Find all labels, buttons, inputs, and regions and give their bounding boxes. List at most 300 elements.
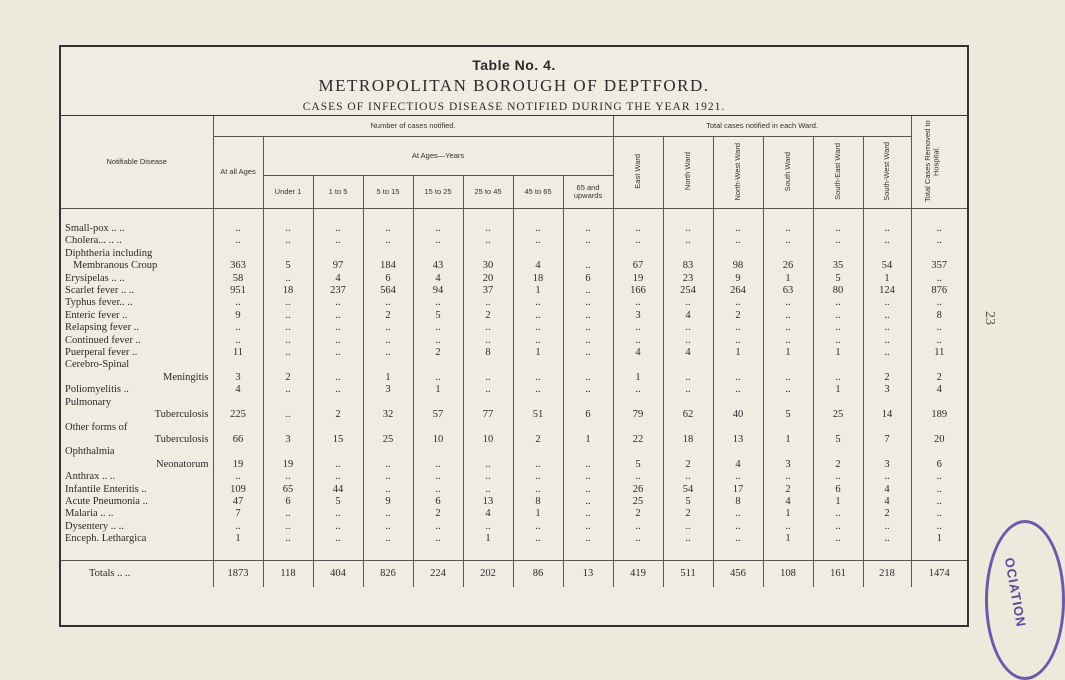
table-cell: .. (413, 297, 463, 309)
table-cell: .. (713, 508, 763, 520)
table-cell: .. (563, 496, 613, 508)
table-cell: 58 (213, 273, 263, 285)
disease-name: Small-pox .. .. (61, 223, 213, 235)
table-cell (263, 446, 313, 458)
table-cell: .. (663, 384, 713, 396)
table-row (61, 471, 967, 483)
table-cell (613, 248, 663, 260)
infectious-disease-table (61, 116, 967, 587)
table-cell: 6 (563, 409, 613, 421)
table-cell: 124 (863, 285, 911, 297)
totals-cell: 218 (863, 560, 911, 587)
table-cell: .. (863, 297, 911, 309)
table-cell (513, 359, 563, 371)
table-cell: .. (213, 322, 263, 334)
table-cell: 1 (763, 508, 813, 520)
table-cell: .. (413, 335, 463, 347)
totals-cell: 108 (763, 560, 813, 587)
table-cell: .. (863, 471, 911, 483)
disease-name: Enteric fever .. (61, 310, 213, 322)
table-cell: 63 (763, 285, 813, 297)
table-cell: .. (936, 471, 942, 483)
table-cell: .. (663, 471, 713, 483)
table-cell: 2 (263, 372, 313, 384)
table-cell (513, 446, 563, 458)
table-cell: .. (763, 521, 813, 533)
table-cell: 20 (934, 433, 945, 445)
table-cell: .. (813, 310, 863, 322)
totals-cell: 826 (363, 560, 413, 587)
table-cell: 264 (713, 285, 763, 297)
table-cell: .. (936, 334, 942, 346)
table-cell (863, 422, 911, 434)
table-cell (663, 397, 713, 409)
table-cell: 2 (936, 371, 942, 383)
col-header-ward-2: North-West Ward (713, 137, 763, 209)
table-cell: 5 (413, 310, 463, 322)
table-cell: .. (513, 297, 563, 309)
disease-name: Diphtheria including (61, 248, 213, 260)
table-cell: 11 (934, 347, 945, 359)
col-header-ward-1: North Ward (663, 137, 713, 209)
table-cell (463, 359, 513, 371)
table-cell: .. (363, 508, 413, 520)
table-cell (713, 359, 763, 371)
table-cell: .. (813, 223, 863, 235)
disease-name: Pulmonary (61, 397, 213, 409)
totals-cell: 13 (563, 560, 613, 587)
table-cell: 44 (313, 484, 363, 496)
table-cell: .. (763, 310, 813, 322)
table-cell: 79 (613, 409, 663, 421)
table-cell: 166 (613, 285, 663, 297)
table-row (61, 484, 967, 496)
table-cell (563, 359, 613, 371)
table-cell: 8 (463, 347, 513, 359)
disease-name: Typhus fever.. .. (61, 297, 213, 309)
table-cell: .. (263, 384, 313, 396)
table-cell: 5 (813, 273, 863, 285)
table-cell: .. (363, 347, 413, 359)
table-cell (763, 446, 813, 458)
table-cell: 17 (713, 484, 763, 496)
table-cell: .. (313, 459, 363, 471)
table-cell: .. (713, 223, 763, 235)
disease-name: Poliomyelitis .. (61, 384, 213, 396)
table-cell: 189 (931, 409, 948, 421)
table-cell: .. (936, 508, 942, 520)
table-cell (613, 446, 663, 458)
col-header-at-all-ages: At all Ages (213, 137, 263, 209)
table-cell: 2 (363, 310, 413, 322)
table-cell: .. (263, 508, 313, 520)
table-cell: .. (663, 235, 713, 247)
table-heading (61, 47, 967, 116)
table-cell: 8 (713, 496, 763, 508)
table-cell: 5 (813, 434, 863, 446)
col-group-cases-notified: Number of cases notified. (213, 116, 613, 137)
table-cell: 237 (313, 285, 363, 297)
table-cell (563, 248, 613, 260)
table-cell: 80 (813, 285, 863, 297)
table-cell: .. (363, 223, 413, 235)
table-cell: 1 (813, 384, 863, 396)
table-row (61, 297, 967, 309)
table-row (61, 397, 967, 409)
table-cell: 357 (931, 260, 948, 272)
table-cell: .. (563, 260, 613, 272)
table-cell: .. (813, 471, 863, 483)
col-header-age-4: 25 to 45 (463, 176, 513, 209)
table-cell: 4 (763, 496, 813, 508)
table-cell: 1 (763, 347, 813, 359)
table-cell: 876 (931, 285, 948, 297)
totals-label: Totals .. .. (61, 560, 213, 587)
table-cell: 4 (863, 496, 911, 508)
table-cell: .. (463, 297, 513, 309)
table-cell: .. (613, 322, 663, 334)
table-cell (413, 422, 463, 434)
table-cell (763, 422, 813, 434)
table-cell (513, 397, 563, 409)
table-cell: .. (763, 235, 813, 247)
table-cell: 1 (813, 496, 863, 508)
table-cell: 2 (863, 372, 911, 384)
table-row (61, 310, 967, 322)
table-cell: 25 (813, 409, 863, 421)
table-cell (313, 422, 363, 434)
table-row (61, 285, 967, 297)
table-cell: 3 (213, 372, 263, 384)
table-cell (213, 397, 263, 409)
table-cell: .. (663, 521, 713, 533)
totals-cell: 202 (463, 560, 513, 587)
table-cell: .. (663, 372, 713, 384)
table-cell: 2 (863, 508, 911, 520)
table-cell: .. (313, 347, 363, 359)
table-cell: 1 (763, 273, 813, 285)
table-cell: .. (863, 223, 911, 235)
table-cell: .. (413, 235, 463, 247)
table-cell: 35 (813, 260, 863, 272)
table-cell: 19 (213, 459, 263, 471)
table-cell: .. (613, 471, 663, 483)
table-cell: .. (313, 521, 363, 533)
table-cell: .. (763, 471, 813, 483)
table-cell: .. (936, 235, 942, 247)
table-cell (563, 446, 613, 458)
table-row (61, 273, 967, 285)
disease-name: Continued fever .. (61, 335, 213, 347)
table-cell: .. (463, 471, 513, 483)
table-cell: .. (363, 297, 413, 309)
table-cell: 5 (763, 409, 813, 421)
table-cell: 564 (363, 285, 413, 297)
stamp-text: OCIATION (1001, 556, 1029, 629)
table-cell: 3 (363, 384, 413, 396)
table-cell: .. (263, 347, 313, 359)
table-cell: 14 (863, 409, 911, 421)
table-cell: .. (713, 297, 763, 309)
table-cell: 1 (613, 372, 663, 384)
table-cell: .. (936, 520, 942, 532)
table-cell: .. (263, 322, 313, 334)
table-cell (413, 359, 463, 371)
table-cell: .. (263, 310, 313, 322)
table-cell (363, 359, 413, 371)
table-cell (613, 422, 663, 434)
table-cell (463, 446, 513, 458)
table-cell (863, 397, 911, 409)
table-cell: .. (313, 508, 363, 520)
table-cell: .. (263, 297, 313, 309)
table-cell: 1 (763, 533, 813, 545)
table-cell: .. (413, 322, 463, 334)
table-cell: 9 (713, 273, 763, 285)
table-cell: 8 (513, 496, 563, 508)
table-cell: .. (463, 521, 513, 533)
table-row (61, 322, 967, 334)
table-cell: .. (213, 297, 263, 309)
table-cell: .. (413, 372, 463, 384)
table-cell: 1 (213, 533, 263, 545)
table-cell: .. (813, 372, 863, 384)
table-cell: .. (563, 347, 613, 359)
table-cell: 4 (663, 347, 713, 359)
table-cell: 43 (413, 260, 463, 272)
table-row (61, 496, 967, 508)
table-row (61, 248, 967, 260)
table-cell (213, 446, 263, 458)
table-cell: .. (263, 235, 313, 247)
table-cell: 2 (613, 508, 663, 520)
table-cell: .. (413, 484, 463, 496)
table-cell: 20 (463, 273, 513, 285)
table-cell: .. (563, 471, 613, 483)
table-cell: .. (263, 223, 313, 235)
table-cell: 77 (463, 409, 513, 421)
table-cell: .. (563, 223, 613, 235)
table-cell (513, 422, 563, 434)
col-header-ward-5: South-West Ward (863, 137, 911, 209)
col-group-ward-totals: Total cases notified in each Ward. (613, 116, 911, 137)
table-cell: .. (936, 322, 942, 334)
table-row (61, 384, 967, 396)
table-cell: .. (313, 310, 363, 322)
table-cell: 9 (213, 310, 263, 322)
table-cell: .. (563, 484, 613, 496)
table-cell: .. (563, 508, 613, 520)
table-cell: 1 (413, 384, 463, 396)
disease-name: Infantile Enteritis .. (61, 484, 213, 496)
col-header-ward-4: South-East Ward (813, 137, 863, 209)
disease-name: Puerperal fever .. (61, 347, 213, 359)
table-cell (863, 248, 911, 260)
table-cell: 83 (663, 260, 713, 272)
table-cell: .. (813, 533, 863, 545)
disease-name: Membranous Croup (61, 260, 213, 272)
table-cell: .. (613, 384, 663, 396)
totals-cell: 118 (263, 560, 313, 587)
table-cell: .. (213, 335, 263, 347)
table-cell: 4 (213, 384, 263, 396)
table-cell: 13 (713, 434, 763, 446)
table-cell: 2 (313, 409, 363, 421)
table-cell: 7 (213, 508, 263, 520)
table-cell: .. (313, 372, 363, 384)
table-cell: .. (313, 471, 363, 483)
table-cell: 1 (513, 508, 563, 520)
table-cell (563, 422, 613, 434)
totals-cell: 161 (813, 560, 863, 587)
table-row (61, 223, 967, 235)
disease-name: Enceph. Lethargica (61, 533, 213, 545)
table-cell: .. (363, 235, 413, 247)
table-cell: .. (563, 235, 613, 247)
totals-row (61, 560, 967, 587)
table-cell: 13 (463, 496, 513, 508)
table-cell (863, 359, 911, 371)
borough-title: METROPOLITAN BOROUGH OF DEPTFORD. (318, 76, 710, 95)
table-cell: 3 (863, 459, 911, 471)
disease-name: Neonatorum (61, 459, 213, 471)
table-cell: .. (936, 483, 942, 495)
table-cell: .. (463, 322, 513, 334)
table-cell: 1 (513, 285, 563, 297)
table-cell: 1 (713, 347, 763, 359)
table-cell: 3 (863, 384, 911, 396)
disease-name: Erysipelas .. .. (61, 273, 213, 285)
table-cell (213, 422, 263, 434)
report-table-frame (59, 45, 969, 627)
table-cell: 4 (313, 273, 363, 285)
table-cell (663, 422, 713, 434)
table-cell: 67 (613, 260, 663, 272)
table-cell: .. (863, 335, 911, 347)
table-cell (213, 248, 263, 260)
table-cell: 2 (663, 459, 713, 471)
table-cell: .. (513, 310, 563, 322)
disease-name: Cerebro-Spinal (61, 359, 213, 371)
table-cell: 4 (863, 484, 911, 496)
table-cell: .. (936, 495, 942, 507)
table-cell: .. (263, 471, 313, 483)
table-cell: .. (213, 223, 263, 235)
table-cell: 1 (363, 372, 413, 384)
table-cell: .. (763, 384, 813, 396)
disease-name: Meningitis (61, 372, 213, 384)
table-cell: 25 (363, 434, 413, 446)
table-cell (313, 446, 363, 458)
table-cell: .. (663, 322, 713, 334)
table-cell: .. (213, 235, 263, 247)
disease-name: Malaria .. .. (61, 508, 213, 520)
table-cell: 5 (663, 496, 713, 508)
table-cell: .. (613, 533, 663, 545)
table-cell: 8 (936, 309, 942, 321)
table-cell: 18 (513, 273, 563, 285)
table-row (61, 372, 967, 384)
table-cell: 65 (263, 484, 313, 496)
table-cell: 19 (613, 273, 663, 285)
table-cell: 2 (413, 508, 463, 520)
table-cell: 47 (213, 496, 263, 508)
col-header-ward-3: South Ward (763, 137, 813, 209)
table-cell (763, 248, 813, 260)
table-cell: 2 (813, 459, 863, 471)
table-cell: 2 (463, 310, 513, 322)
table-cell: .. (763, 372, 813, 384)
page-number: 23 (982, 311, 997, 325)
table-cell: .. (813, 508, 863, 520)
table-cell: .. (313, 384, 363, 396)
table-cell: 57 (413, 409, 463, 421)
table-cell: 1 (813, 347, 863, 359)
table-cell: .. (313, 235, 363, 247)
table-cell: 25 (613, 496, 663, 508)
table-row (61, 235, 967, 247)
table-cell: .. (563, 310, 613, 322)
table-cell (713, 248, 763, 260)
table-cell: .. (863, 347, 911, 359)
table-cell: 40 (713, 409, 763, 421)
col-header-age-2: 5 to 15 (363, 176, 413, 209)
totals-cell: 456 (713, 560, 763, 587)
table-cell: 6 (813, 484, 863, 496)
table-cell: .. (763, 223, 813, 235)
disease-name: Anthrax .. .. (61, 471, 213, 483)
table-cell (413, 248, 463, 260)
table-cell: 18 (663, 434, 713, 446)
table-cell: 62 (663, 409, 713, 421)
table-cell: 4 (613, 347, 663, 359)
table-cell: 5 (613, 459, 663, 471)
table-cell: .. (513, 322, 563, 334)
table-cell (463, 248, 513, 260)
table-cell: .. (813, 521, 863, 533)
table-cell: .. (313, 223, 363, 235)
table-cell: 5 (263, 260, 313, 272)
table-cell: .. (413, 459, 463, 471)
table-cell: .. (213, 521, 263, 533)
disease-name: Other forms of (61, 422, 213, 434)
totals-cell: 86 (513, 560, 563, 587)
table-cell: .. (513, 223, 563, 235)
table-row (61, 521, 967, 533)
table-row (61, 359, 967, 371)
table-cell: .. (663, 335, 713, 347)
table-cell: 19 (263, 459, 313, 471)
table-cell (363, 397, 413, 409)
table-cell: .. (363, 484, 413, 496)
table-cell: .. (613, 223, 663, 235)
table-cell: .. (313, 322, 363, 334)
table-cell: .. (713, 322, 763, 334)
table-row (61, 434, 967, 446)
table-cell: 2 (513, 434, 563, 446)
col-header-ward-0: East Ward (613, 137, 663, 209)
table-cell: 6 (363, 273, 413, 285)
table-subtitle: CASES OF INFECTIOUS DISEASE NOTIFIED DURING THE YEAR 1921. (302, 101, 726, 113)
table-number: Table No. 4. (472, 57, 556, 73)
table-cell (911, 397, 967, 409)
table-cell: 1 (863, 273, 911, 285)
table-cell: .. (813, 335, 863, 347)
table-cell: 109 (213, 484, 263, 496)
table-cell: 6 (563, 273, 613, 285)
table-cell: 3 (613, 310, 663, 322)
table-cell: 94 (413, 285, 463, 297)
